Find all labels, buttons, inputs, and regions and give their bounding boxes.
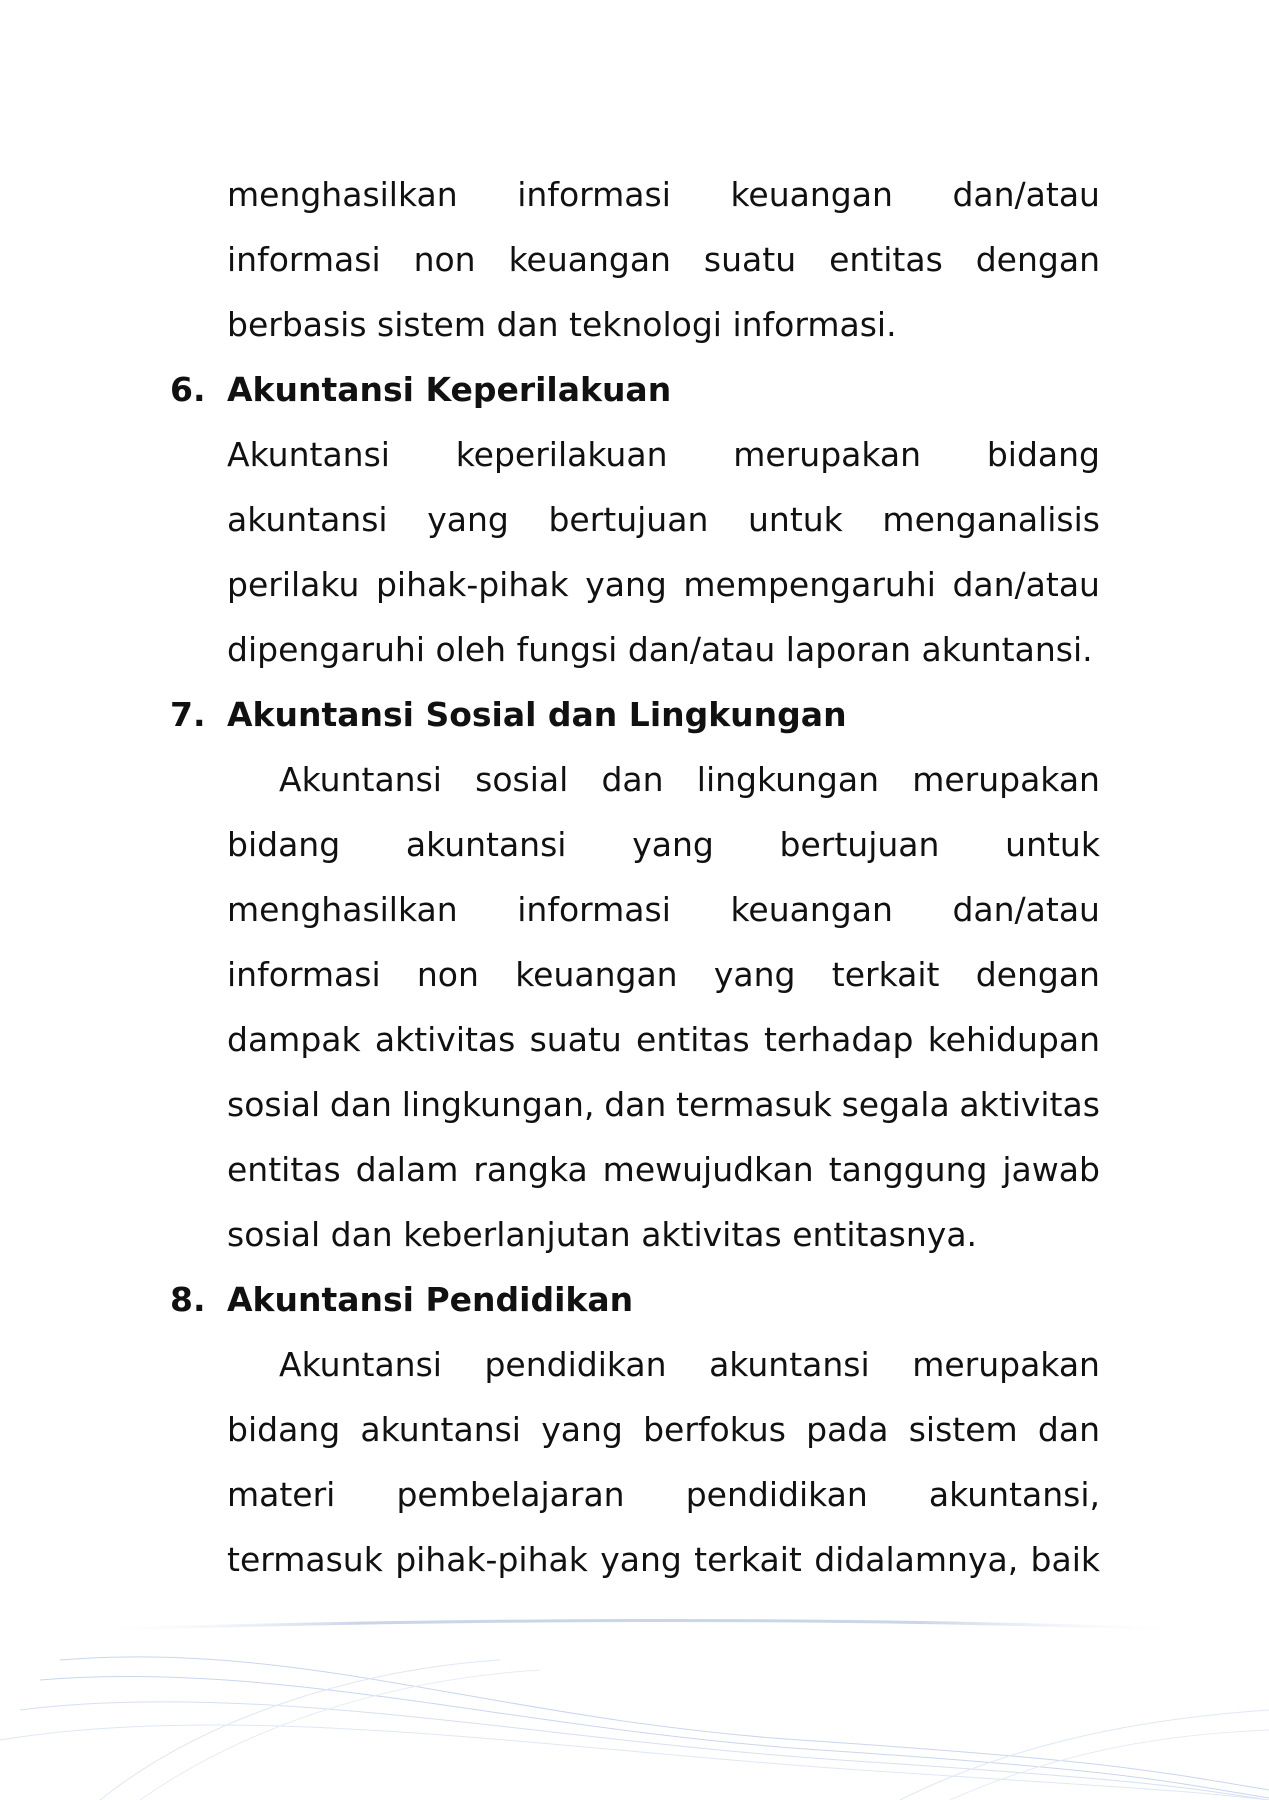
text-line: sosial dan lingkungan, dan termasuk segala aktivitas <box>227 1085 1100 1124</box>
text-line: dampak aktivitas suatu entitas terhadap kehidupan <box>227 1020 1100 1059</box>
text-line: sosial dan keberlanjutan aktivitas entitasnya. <box>227 1215 978 1254</box>
text-line: bidang akuntansi yang berfokus pada sistem dan <box>227 1410 1100 1449</box>
text-line: informasi non keuangan suatu entitas dengan <box>227 240 1100 279</box>
decorative-wave-footer <box>0 1600 1269 1800</box>
text-line: menghasilkan informasi keuangan dan/atau <box>227 175 1100 214</box>
text-line: menghasilkan informasi keuangan dan/atau <box>227 890 1100 929</box>
text-line: termasuk pihak-pihak yang terkait didalamnya, baik <box>227 1540 1100 1579</box>
section-number: 8. <box>170 1280 206 1319</box>
wave-line <box>60 1657 1269 1790</box>
wave-line <box>40 1676 1269 1798</box>
wave-line <box>140 1670 540 1800</box>
text-line: Akuntansi pendidikan akuntansi merupakan <box>279 1345 1100 1384</box>
wave-line <box>100 1660 500 1800</box>
text-line: Akuntansi sosial dan lingkungan merupakan <box>279 760 1100 799</box>
section-title: Akuntansi Keperilakuan <box>227 370 672 409</box>
text-line: informasi non keuangan yang terkait dengan <box>227 955 1100 994</box>
text-line: entitas dalam rangka mewujudkan tanggung jawab <box>227 1150 1100 1189</box>
section-number: 7. <box>170 695 206 734</box>
section-heading-6 <box>170 357 1100 422</box>
page-body <box>170 162 1100 1592</box>
section-title: Akuntansi Sosial dan Lingkungan <box>227 695 847 734</box>
wave-line <box>950 1730 1269 1800</box>
text-line: Akuntansi keperilakuan merupakan bidang <box>227 435 1100 474</box>
intro-paragraph <box>227 162 1100 357</box>
section-heading-8 <box>170 1267 1100 1332</box>
section-heading-7 <box>170 682 1100 747</box>
text-line: berbasis sistem dan teknologi informasi. <box>227 305 897 344</box>
section-paragraph-8 <box>227 1332 1100 1592</box>
section-paragraph-7 <box>227 747 1100 1267</box>
text-line: bidang akuntansi yang bertujuan untuk <box>227 825 1100 864</box>
text-line: materi pembelajaran pendidikan akuntansi, <box>227 1475 1100 1514</box>
wave-line <box>900 1710 1269 1800</box>
section-paragraph-6 <box>227 422 1100 682</box>
text-line: akuntansi yang bertujuan untuk menganalisis <box>227 500 1100 539</box>
section-title: Akuntansi Pendidikan <box>227 1280 634 1319</box>
text-line: dipengaruhi oleh fungsi dan/atau laporan akuntansi. <box>227 630 1093 669</box>
wave-line <box>20 1702 1269 1800</box>
wave-line <box>80 1621 1200 1630</box>
text-line: perilaku pihak-pihak yang mempengaruhi dan/atau <box>227 565 1100 604</box>
section-number: 6. <box>170 370 206 409</box>
